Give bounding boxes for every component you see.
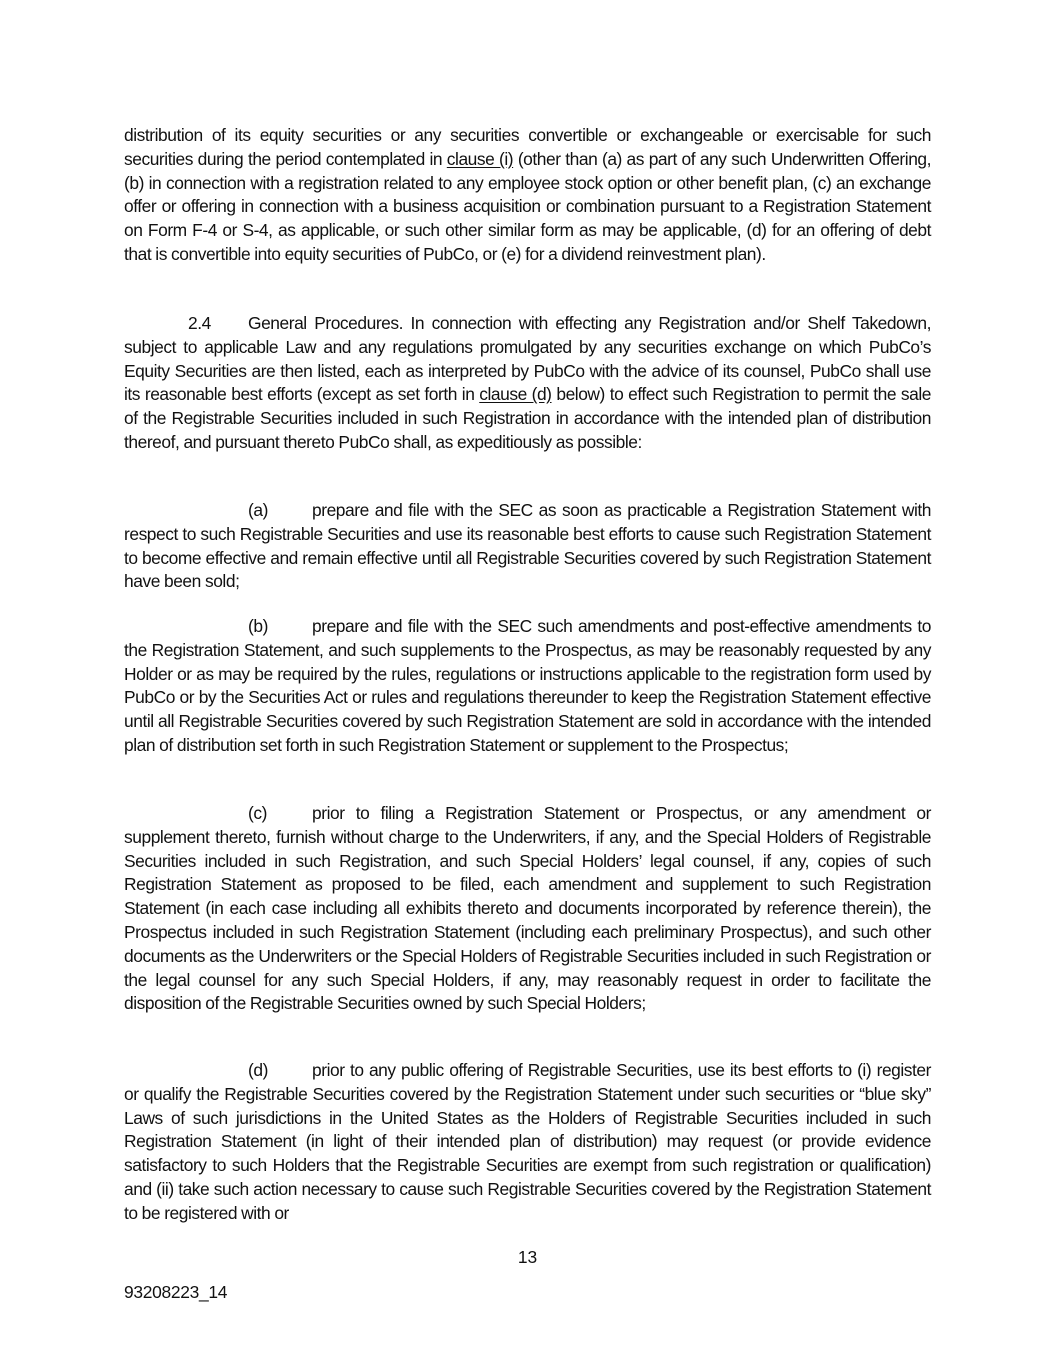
paragraph-text: (other than (a) as part of any such Underwritten Offering, (b) in connection with a registration related to any employee stock option or other benefit plan, (c) an exchange offer or offering in connection with a business acquisition or combination pursuant to a Registration Statement on Form F-4 or S-4, as applicable, or such other similar form as may be applicable, (d) for an offering of debt that is convertible into equity securities of PubCo, or (e) for a dividend reinvestment plan). [124,148,932,264]
section-number: 2.4 [188,313,211,333]
list-item-a [124,499,931,594]
document-id: 93208223_14 [124,1282,228,1302]
section-text: In connection with effecting any Registration and/or Shelf Takedown, subject to applicable Law and any regulations promulgated by any securities exchange on which PubCo’s Equity Securities are then listed, each as interpreted by PubCo with the advice of its counsel, PubCo shall use its reasonable best efforts (except as set forth in [124,313,931,405]
item-text: prior to any public offering of Registrable Securities, use its best efforts to (i) register or qualify the Registrable Securities covered by the Registration Statement under such securities or “blue sky” Laws of such jurisdictions in the United States as the Holders of Registrable Securities included in such Registration Statement (in light of their intended plan of distribution) may request (or provide evidence satisfactory to such Holders that the Registrable Securities are exempt from such registration or qualification) and (ii) take such action necessary to cause such Registrable Securities covered by the Registration Statement to be registered with or [124,1060,931,1223]
clause-d-reference-link[interactable]: clause (d) [479,384,552,405]
item-text: prepare and file with the SEC as soon as practicable a Registration Statement with respect to such Registrable Securities and use its reasonable best efforts to cause such Registration Statement to become effective and remain effective until all Registrable Securities covered by such Registration Statement have been sold; [124,500,931,592]
section-2-4-paragraph [124,312,931,455]
list-item-b [124,615,931,758]
list-item-d [124,1059,931,1226]
item-text: prepare and file with the SEC such amendments and post-effective amendments to the Registration Statement, and such supplements to the Prospectus, as may be reasonably requested by any Holder or as may be required by the rules, regulations or instructions applicable to the registration form used by PubCo or by the Securities Act or rules and regulations thereunder to keep the Registration Statement effective until all Registrable Securities covered by such Registration Statement are sold in accordance with the intended plan of distribution set forth in such Registration Statement or supplement to the Prospectus; [124,616,931,755]
page-number: 13 [517,1247,538,1267]
item-label: (c) [248,803,267,823]
paragraph-continuation [124,124,931,267]
paragraph-text: distribution of its equity securities or any securities convertible or exchangeable or exercisable for such securities during the period contemplated in [124,125,931,169]
item-text: prior to filing a Registration Statement or Prospectus, or any amendment or supplement thereto, furnish without charge to the Underwriters, if any, and the Special Holders of Registrable Securities included in such Registration, and such Special Holders’ legal counsel, if any, copies of such Registration Statement as proposed to be filed, each amendment and supplement to such Registration Statement (in each case including all exhibits thereto and documents incorporated by reference therein), the Prospectus included in such Registration Statement (including each preliminary Prospectus), and such other documents as the Underwriters or the Special Holders of Registrable Securities included in such Registration or the legal counsel for any such Special Holders, if any, may reasonably request in order to facilitate the disposition of the Registrable Securities owned by such Special Holders; [124,803,931,1014]
item-label: (d) [248,1060,268,1080]
clause-i-reference-link[interactable]: clause (i) [446,148,514,169]
list-item-c [124,802,931,1016]
section-text: below) to effect such Registration to permit the sale of the Registrable Securities included in such Registration in accordance with the intended plan of distribution thereof, and pursuant thereto PubCo shall, as expeditiously as possible: [124,384,931,452]
item-label: (a) [248,500,268,520]
section-heading: General Procedures. [248,313,404,333]
item-label: (b) [248,616,268,636]
